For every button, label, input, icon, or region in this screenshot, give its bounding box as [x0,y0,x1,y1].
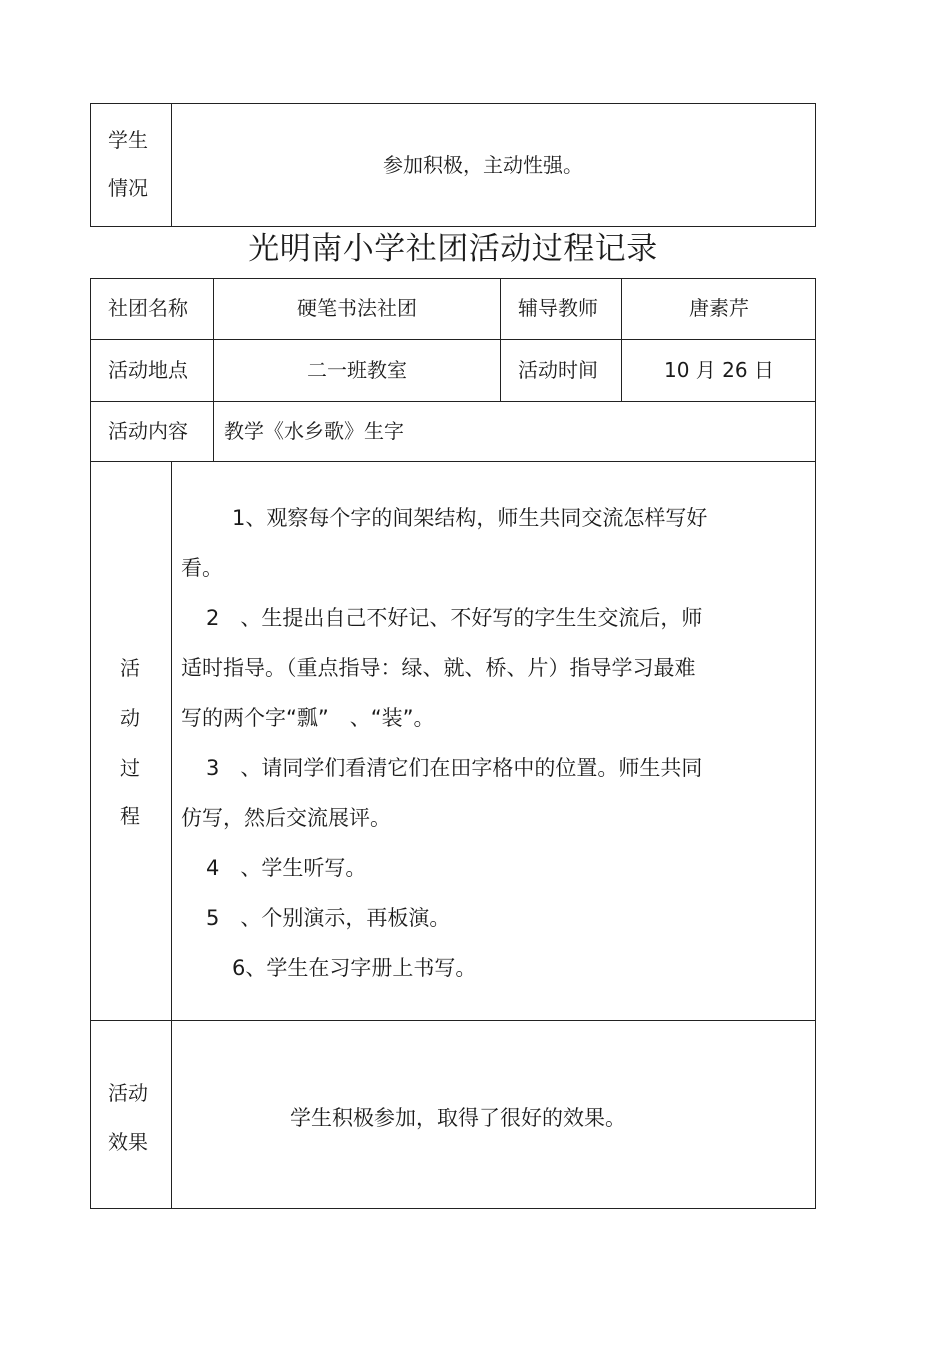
location-value: 二一班教室 [307,358,407,382]
process-line-6: 3 、请同学们看清它们在田字格中的位置。师生共同 [206,756,703,780]
process-label-char-3: 过 [120,756,140,780]
student-status-label-line1: 学生 [108,128,148,152]
club-name-value: 硬笔书法社团 [297,296,417,320]
effect-content: 学生积极参加，取得了很好的效果。 [290,1106,626,1130]
process-label-char-4: 程 [120,804,140,828]
col-divider-lower [171,461,172,1209]
time-label: 活动时间 [518,358,598,382]
effect-label-line2: 效果 [108,1130,148,1154]
student-status-label-line2: 情况 [108,176,148,200]
student-status-content: 参加积极，主动性强。 [383,153,583,177]
col-divider-mid [500,278,501,402]
teacher-label: 辅导教师 [518,296,598,320]
club-name-label: 社团名称 [108,296,188,320]
process-line-5: 写的两个字“瓢” 、“装”。 [181,706,435,730]
student-status-divider [171,103,172,227]
effect-label-line1: 活动 [108,1081,148,1105]
time-value: 10 月 26 日 [664,358,774,382]
content-value: 教学《水乡歌》生字 [224,419,404,443]
content-label: 活动内容 [108,419,188,443]
process-line-3: 2 、生提出自己不好记、不好写的字生生交流后，师 [206,606,703,630]
process-line-8: 4 、学生听写。 [206,856,367,880]
teacher-value: 唐素芹 [689,296,749,320]
process-line-2: 看。 [181,556,223,580]
page-title: 光明南小学社团活动过程记录 [248,231,658,267]
col-divider-right [621,278,622,402]
location-label: 活动地点 [108,358,188,382]
process-line-4: 适时指导。（重点指导：绿、就、桥、片）指导学习最难 [181,656,696,680]
row-divider-1 [90,339,816,340]
process-label-char-1: 活 [120,656,140,680]
process-line-9: 5 、个别演示，再板演。 [206,906,451,930]
process-line-10: 6、学生在习字册上书写。 [232,956,477,980]
process-line-7: 仿写，然后交流展评。 [181,806,391,830]
activity-record-table [90,278,816,1209]
row-divider-4 [90,1020,816,1021]
process-label-char-2: 动 [120,706,140,730]
row-divider-3 [90,461,816,462]
process-line-1: 1、观察每个字的间架结构，师生共同交流怎样写好 [232,506,708,530]
row-divider-2 [90,401,816,402]
